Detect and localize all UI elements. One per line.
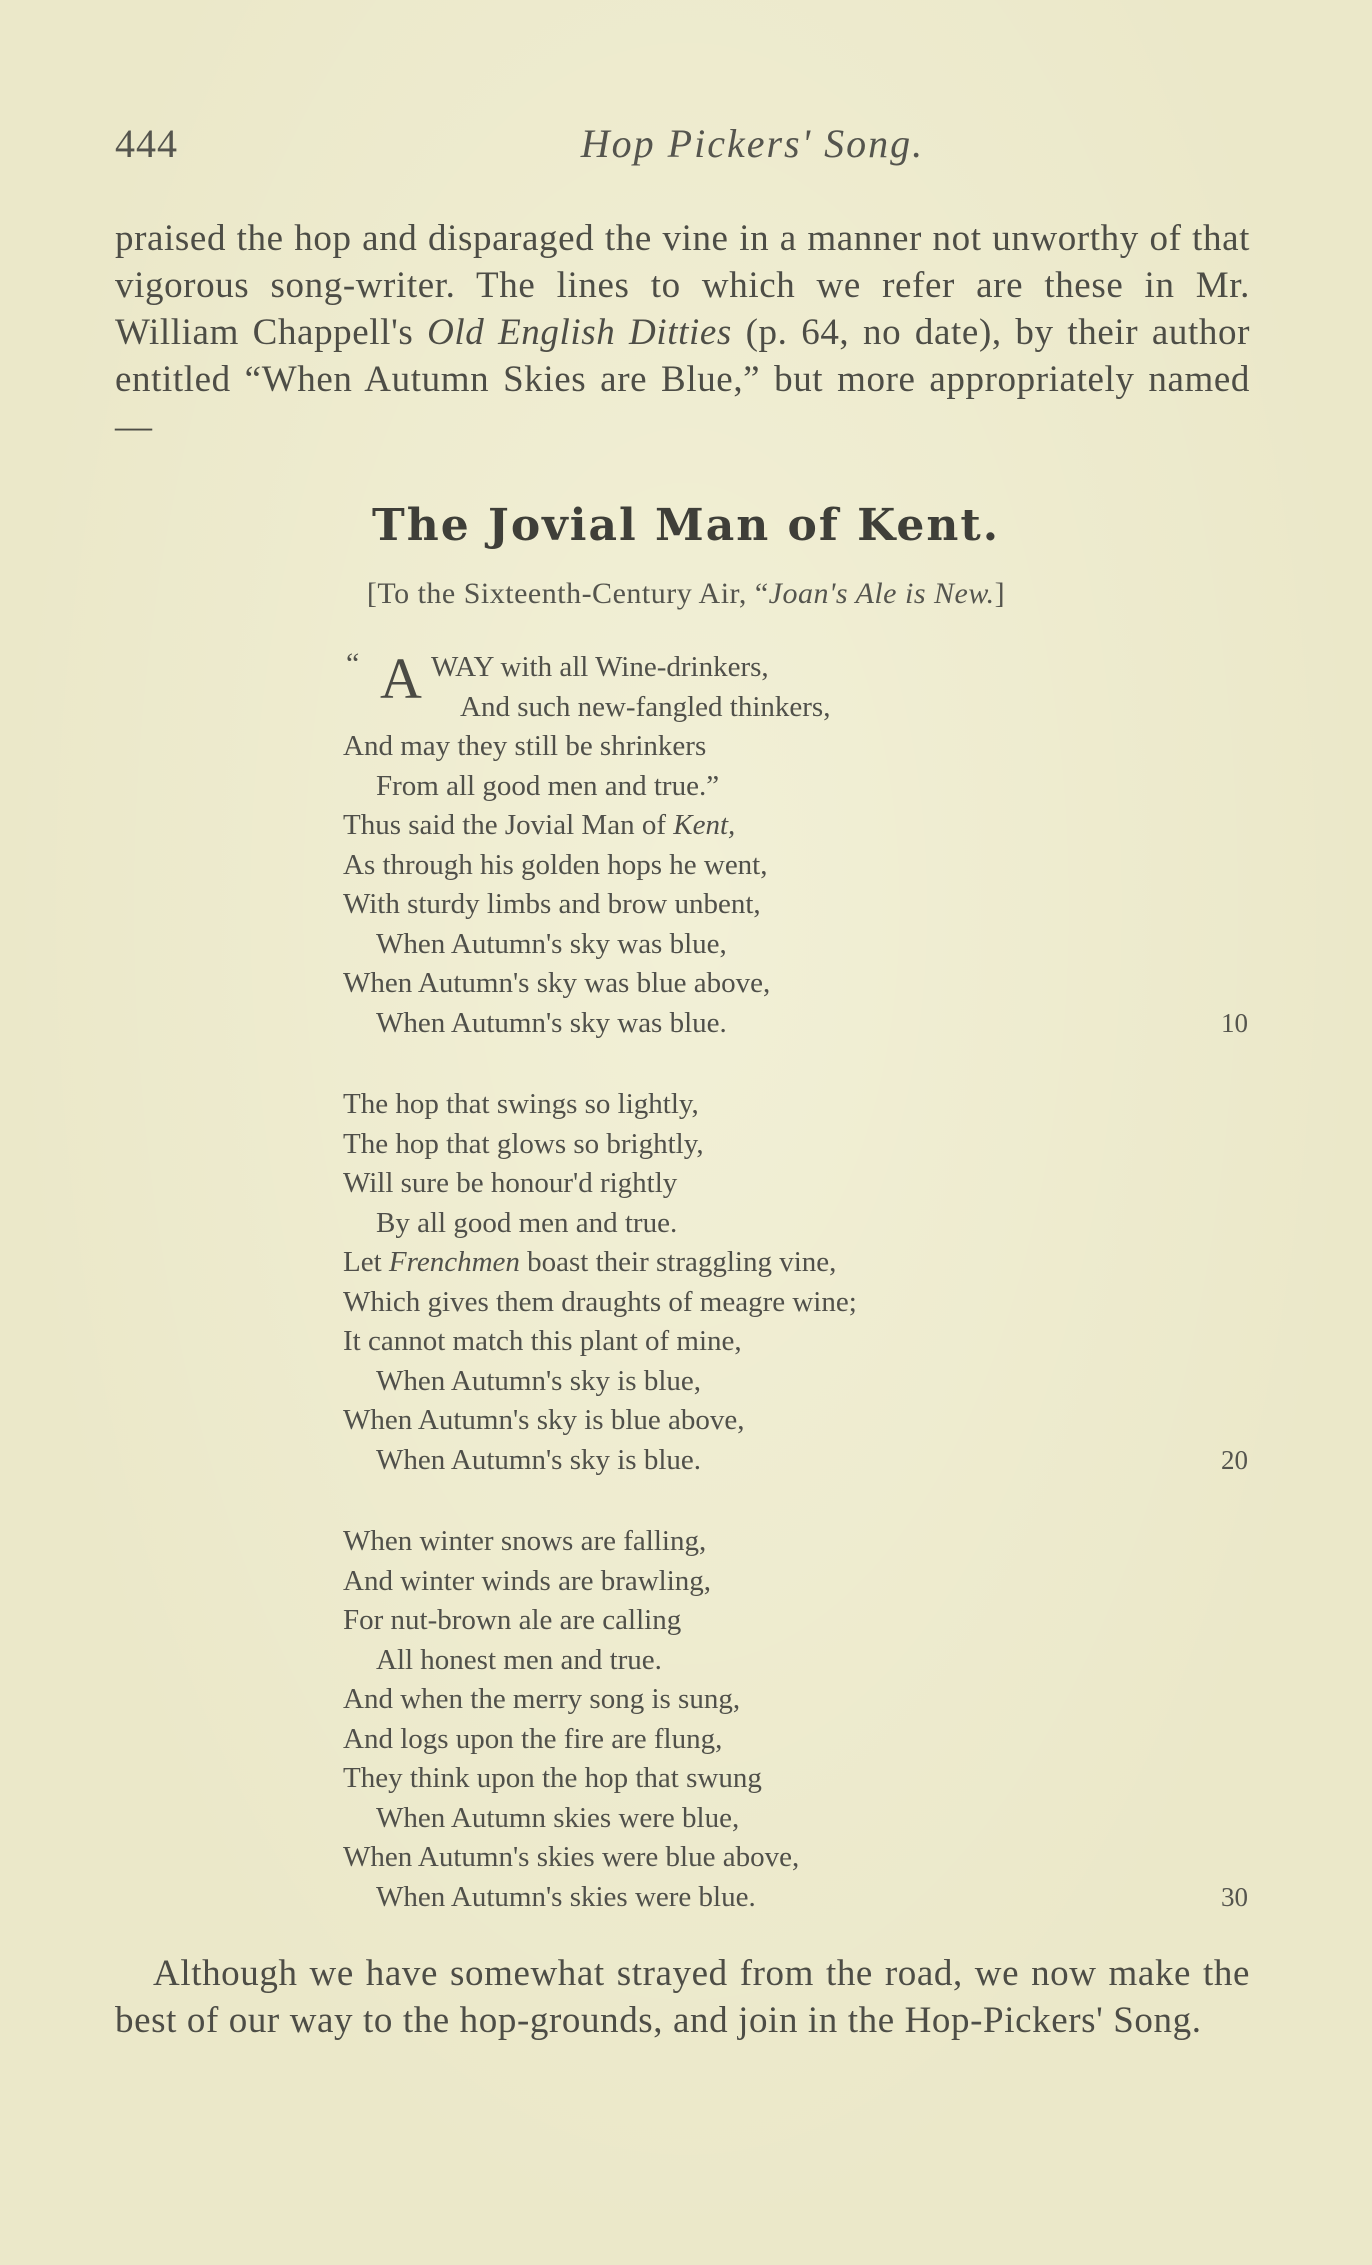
poem-line: When Autumn's sky is blue above, xyxy=(343,1404,745,1436)
intro-text-end: (p. 64, no date), by their author entitled “When Autumn Skies are Blue,” but more appropriately named — xyxy=(115,312,1251,447)
subtitle-bracket: ] xyxy=(994,577,1006,610)
poem-line: And winter winds are brawling, xyxy=(343,1564,712,1597)
intro-book-title: Old English Ditties xyxy=(427,312,732,353)
poem-line: And when the merry song is sung, xyxy=(343,1683,741,1715)
subtitle-text: [To the Sixteenth-Century Air, “ xyxy=(366,577,769,610)
poem-line xyxy=(343,1004,1248,1044)
poem-line: When Autumn's skies were blue above, xyxy=(343,1841,800,1873)
stanza-3 xyxy=(343,1522,1248,1917)
intro-text: praised the hop and disparaged the vine in a manner not unworthy of that vigorous song-writer. The lines to which we refer are these in Mr. William Chappell's xyxy=(115,218,1250,353)
poem-line: And logs upon the fire are flung, xyxy=(343,1722,723,1755)
poem-line: When Autumn's sky was blue, xyxy=(376,927,727,960)
poem-line-text: Let xyxy=(343,1246,389,1278)
poem-line-text: When Autumn's skies were blue. xyxy=(376,1880,756,1913)
poem-line: When Autumn skies were blue, xyxy=(376,1801,740,1834)
poem-line: By all good men and true. xyxy=(376,1206,678,1239)
poem-line: They think upon the hop that swung xyxy=(343,1762,762,1794)
poem-title: The Jovial Man of Kent. xyxy=(371,500,1001,551)
drop-cap: A xyxy=(380,646,422,711)
line-number: 30 xyxy=(1221,1881,1248,1912)
poem-line: Will sure be honour'd rightly xyxy=(343,1167,678,1199)
stanza-2 xyxy=(343,1085,1248,1480)
poem-line: And such new-fangled thinkers, xyxy=(460,690,831,723)
poem-line: The hop that glows so brightly, xyxy=(343,1127,704,1160)
poem-line: Which gives them draughts of meagre wine; xyxy=(343,1285,857,1318)
poem-line xyxy=(343,806,1243,846)
page-number: 444 xyxy=(115,121,178,166)
poem-line xyxy=(343,1243,1243,1283)
poem-line: The hop that swings so lightly, xyxy=(343,1088,699,1120)
poem-line: It cannot match this plant of mine, xyxy=(343,1325,742,1357)
poem-line: From all good men and true.” xyxy=(376,769,720,802)
poem-line: When Autumn's sky is blue, xyxy=(376,1364,702,1397)
poem-line: When winter snows are falling, xyxy=(343,1525,707,1557)
poem-line: With sturdy limbs and brow unbent, xyxy=(343,888,761,920)
open-quote: “ xyxy=(346,647,360,680)
poem-line: When Autumn's sky was blue above, xyxy=(343,967,771,999)
stanza-1 xyxy=(343,646,1248,1043)
running-title: Hop Pickers' Song. xyxy=(580,121,925,166)
poem-line-text: WAY with all Wine-drinkers, xyxy=(431,651,769,683)
poem-line: As through his golden hops he went, xyxy=(343,848,768,881)
line-number: 20 xyxy=(1221,1444,1248,1475)
running-head xyxy=(115,120,1250,180)
poem-line: All honest men and true. xyxy=(376,1643,662,1676)
intro-paragraph xyxy=(115,215,1250,450)
poem-line-text: When Autumn's sky is blue. xyxy=(376,1443,702,1476)
line-number: 10 xyxy=(1221,1007,1248,1038)
place-name: Kent, xyxy=(673,809,736,841)
poem-line-text: Thus said the Jovial Man of xyxy=(343,809,674,841)
closing-paragraph: Although we have somewhat strayed from the road, we now make the best of our way to the hop-grounds, and join in the Hop-Pickers' Song. xyxy=(115,1953,1250,2041)
poem-line xyxy=(343,1441,1248,1481)
italic-word: Frenchmen xyxy=(388,1246,520,1278)
poem-line xyxy=(343,1878,1248,1918)
poem-line-text: boast their straggling vine, xyxy=(519,1246,837,1278)
poem-line: And may they still be shrinkers xyxy=(343,730,707,762)
poem-subtitle xyxy=(0,577,1372,611)
poem-line-text: When Autumn's sky was blue. xyxy=(376,1006,727,1039)
poem-line: For nut-brown ale are calling xyxy=(343,1604,682,1636)
subtitle-air-name: Joan's Ale is New. xyxy=(768,577,995,610)
